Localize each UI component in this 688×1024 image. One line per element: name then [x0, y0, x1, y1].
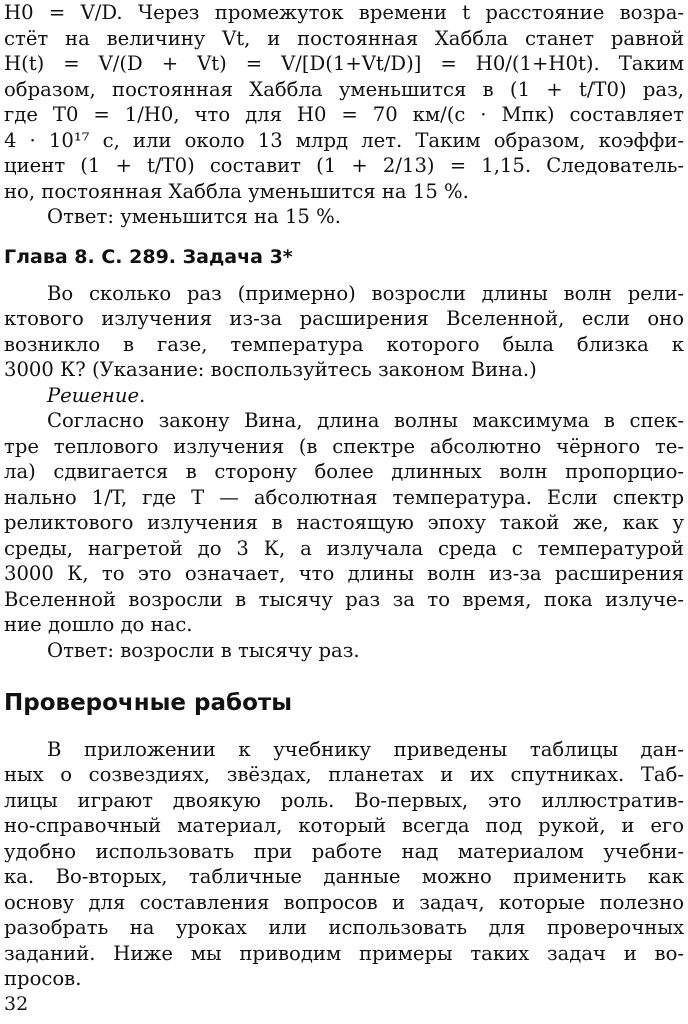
- section-heading: Проверочные работы: [4, 690, 292, 716]
- solution-line: ла) сдвигается в сторону более длинных волн пропорцио-: [4, 460, 684, 483]
- solution-line: тре теплового излучения (в спектре абсолютно чёрного те-: [4, 435, 684, 458]
- solution-line: Вселенной возросли в тысячу раз за то время, пока излуче-: [4, 588, 684, 611]
- question-line: возникло в газе, температура которого была близка к: [4, 333, 684, 356]
- solution-line: реликтового излучения в настоящую эпоху такой же, как у: [4, 511, 684, 534]
- body-line: лицы играют двоякую роль. Во-первых, это иллюстратив-: [4, 789, 684, 812]
- text-line: 4 · 10¹⁷ с, или около 13 млрд лет. Таким образом, коэффи-: [4, 129, 684, 152]
- body-line: но-справочный материал, который всегда под рукой, и его: [4, 814, 684, 837]
- body-line: В приложении к учебнику приведены таблицы дан-: [47, 738, 684, 761]
- text-line: образом, постоянная Хаббла уменьшится в (1 + t/T0) раз,: [4, 78, 684, 101]
- solution-line: 3000 К, то это означает, что длины волн из-за расширения: [4, 562, 684, 585]
- solution-label: Решение.: [47, 384, 146, 407]
- body-line: ных о созвездиях, звёздах, планетах и их спутниках. Таб-: [4, 763, 684, 786]
- page-number: 32: [4, 993, 29, 1015]
- body-line: разобрать на уроках или использовать для проверочных: [4, 916, 684, 939]
- question-line: 3000 К? (Указание: воспользуйтесь законом Вина.): [4, 358, 537, 381]
- body-line: заданий. Ниже мы приводим примеры таких задач и во-: [4, 942, 684, 965]
- solution-line: ние дошло до нас.: [4, 613, 193, 636]
- text-line: H(t) = V/(D + Vt) = V/[D(1+Vt/D)] = H0/(1+H0t). Таким: [4, 52, 684, 75]
- solution-line: Согласно закону Вина, длина волны максимума в спек-: [47, 409, 684, 432]
- solution-line: нально 1/T, где T — абсолютная температура. Если спектр: [4, 486, 684, 509]
- body-line: удобно использовать при работе над материалом учебни-: [4, 840, 684, 863]
- body-line: просов.: [4, 967, 82, 990]
- solution-line: среды, нагретой до 3 К, а излучала среда с температурой: [4, 537, 684, 560]
- text-line: стёт на величину Vt, и постоянная Хаббла станет равной: [4, 27, 684, 50]
- text-line: циент (1 + t/T0) составит (1 + 2/13) = 1,15. Следователь-: [4, 154, 684, 177]
- body-line: основу для составления вопросов и задач, которые полезно: [4, 891, 684, 914]
- body-line: ка. Во-вторых, табличные данные можно применить как: [4, 865, 684, 888]
- question-line: Во сколько раз (примерно) возросли длины волн рели-: [47, 282, 684, 305]
- answer-line: Ответ: уменьшится на 15 %.: [47, 205, 341, 228]
- text-line: где T0 = 1/H0, что для H0 = 70 км/(с · Мпк) составляет: [4, 103, 684, 126]
- text-line: но, постоянная Хаббла уменьшится на 15 %.: [4, 180, 469, 203]
- question-line: ктового излучения из-за расширения Вселенной, если оно: [4, 307, 684, 330]
- problem-heading: Глава 8. С. 289. Задача 3*: [4, 246, 293, 268]
- answer-line: Ответ: возросли в тысячу раз.: [47, 639, 360, 662]
- text-line: H0 = V/D. Через промежуток времени t расстояние возра-: [4, 1, 684, 24]
